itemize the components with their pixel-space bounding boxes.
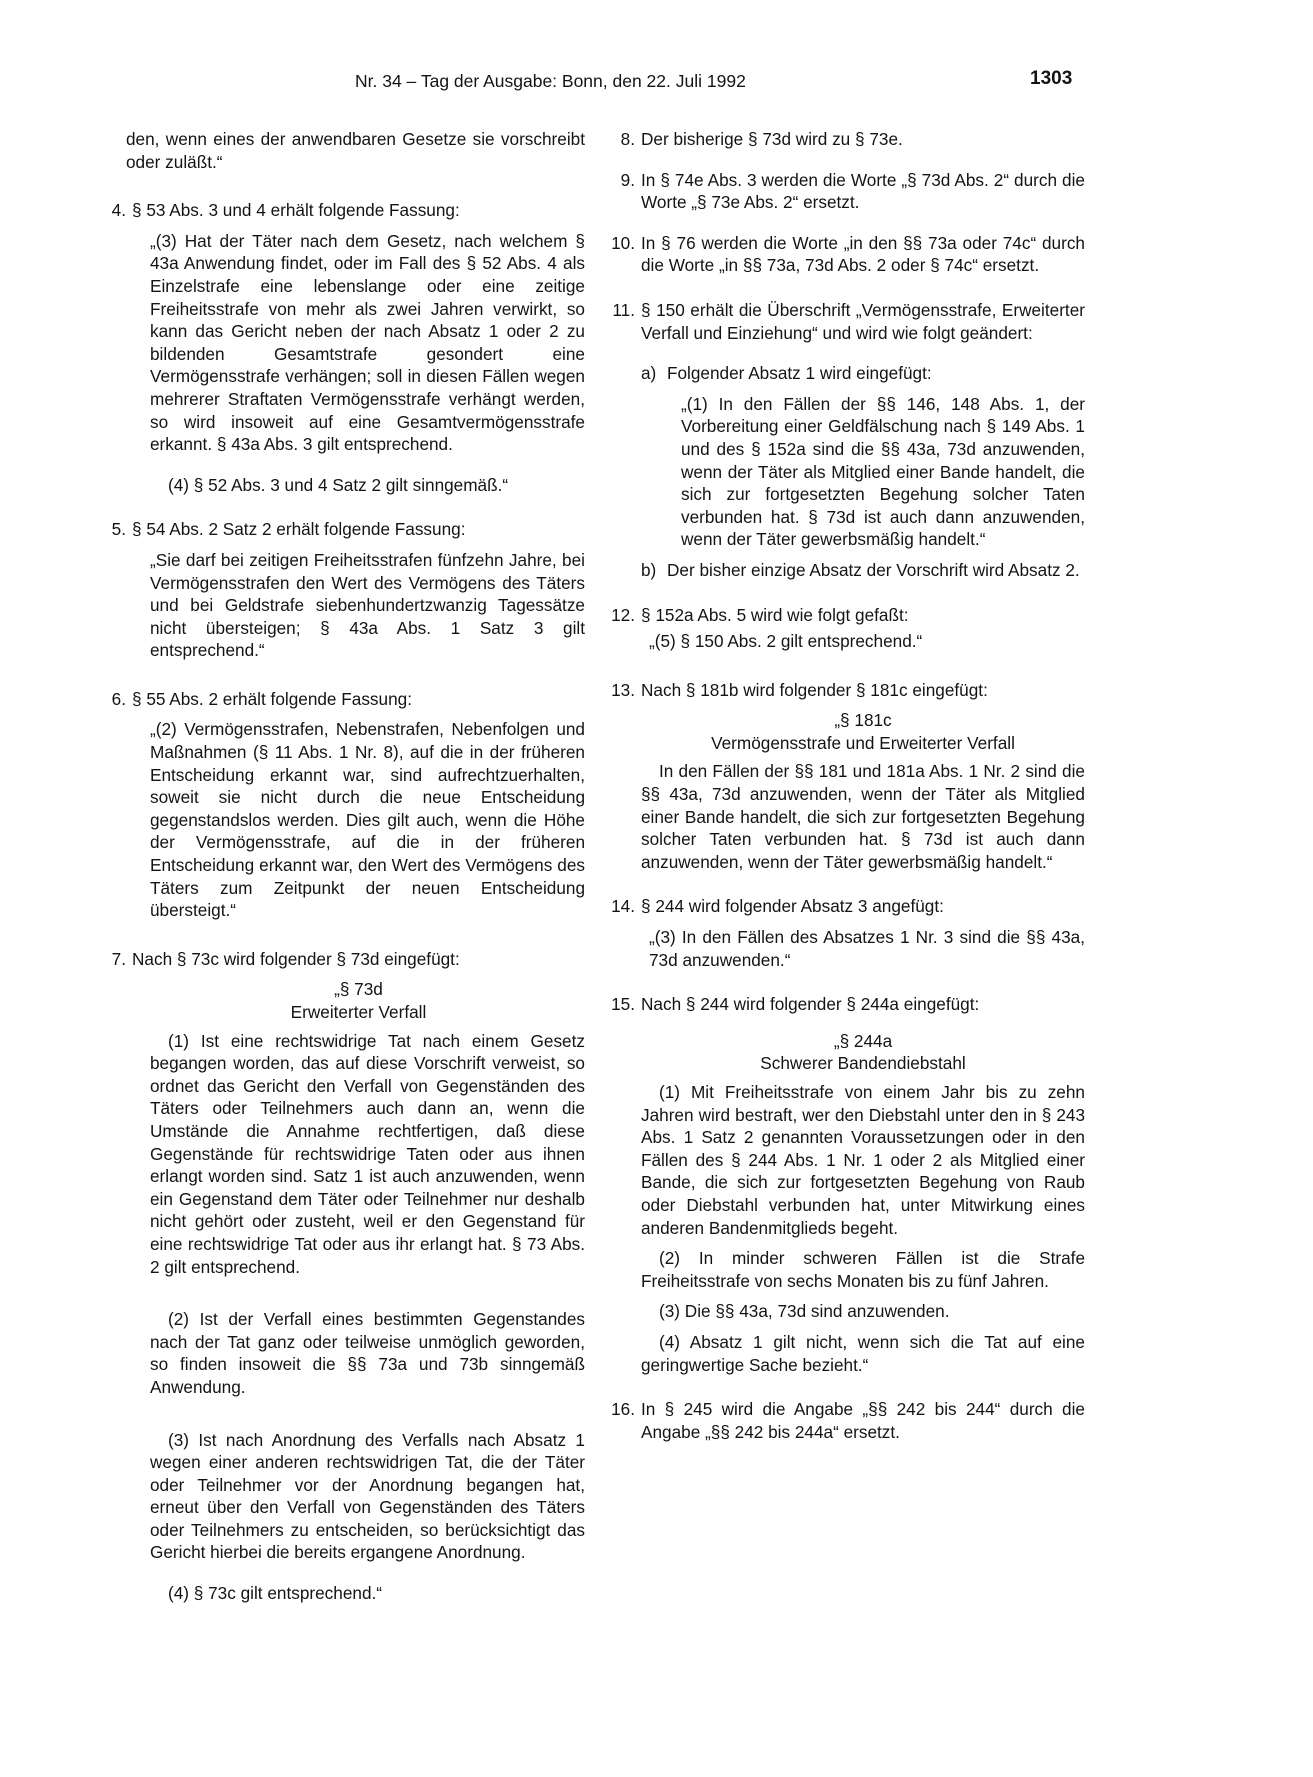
item-number: 5.: [111, 519, 126, 540]
item-text: Nach § 244 wird folgender § 244a eingefügt:: [641, 994, 980, 1015]
item-title: Nach § 73c wird folgender § 73d eingefügt:: [132, 948, 460, 969]
list-item-9: [605, 169, 1085, 214]
sub-item-text: Der bisher einzige Absatz der Vorschrift wird Absatz 2.: [667, 559, 1080, 580]
section-heading: Erweiterter Verfall: [290, 1002, 427, 1022]
list-item-4: [100, 199, 585, 496]
right-column: [605, 128, 1085, 1443]
item-number: 15.: [611, 994, 635, 1015]
list-item-8: [605, 128, 1085, 151]
paragraph: (1) Mit Freiheitsstrafe von einem Jahr bis zu zehn Jahren wird bestraft, wer den Diebstahl unter den in § 243 Abs. 1 Satz 2 genannten Voraussetzungen oder in den Fällen des § 244 Abs. 1 Nr. 1 oder 2 als Mitglied einer Bande, die sich zur fortgesetzten Begehung von Raub oder Diebstahl verbunden hat, unter Mitwirkung eines anderen Bandenmitglieds begeht.: [641, 1082, 1085, 1238]
paragraph: (4) § 73c gilt entsprechend.“: [168, 1583, 383, 1604]
section-number: „§ 244a: [833, 1030, 893, 1051]
paragraph: (3) Ist nach Anordnung des Verfalls nach Absatz 1 wegen einer anderen rechtswidrigen Tat, die der Täter oder Teilnehmer vor der Anordnung begangen hat, erneut über den Verfall von Gegenständen des Täters oder Teilnehmers zu entscheiden, so berücksichtigt das Gericht hierbei die bereits ergangene Anordnung.: [150, 1429, 585, 1563]
paragraph: „(5) § 150 Abs. 2 gilt entsprechend.“: [649, 631, 923, 652]
item-number: 16.: [611, 1399, 635, 1420]
list-item-12: [605, 604, 1085, 653]
section-number: „§ 73d: [334, 979, 383, 1000]
item-text: Nach § 181b wird folgender § 181c eingefügt:: [641, 679, 988, 700]
intro-text: den, wenn eines der anwendbaren Gesetze sie vorschreibt oder zuläßt.“: [126, 129, 585, 172]
item-title: § 54 Abs. 2 Satz 2 erhält folgende Fassung:: [132, 519, 466, 540]
item-number: 11.: [612, 299, 635, 320]
sub-item-label: b): [641, 559, 657, 580]
list-item-10: [605, 232, 1085, 277]
item-text: § 244 wird folgender Absatz 3 angefügt:: [641, 896, 944, 917]
item-number: 7.: [111, 948, 126, 969]
header-text: Nr. 34 – Tag der Ausgabe: Bonn, den 22. Juli 1992: [355, 71, 746, 91]
item-number: 9.: [620, 169, 635, 190]
left-column: [100, 128, 585, 1605]
paragraph: (4) Absatz 1 gilt nicht, wenn sich die Tat auf eine geringwertige Sache bezieht.“: [641, 1331, 1085, 1375]
list-item-13: [605, 679, 1085, 874]
sub-item-a: [641, 362, 1085, 551]
list-item-6: [100, 688, 585, 922]
list-item-5: [100, 518, 585, 662]
item-text: In § 245 wird die Angabe „§§ 242 bis 244“ durch die Angabe „§§ 242 bis 244a“ ersetzt.: [641, 1399, 1085, 1442]
list-item-14: [605, 895, 1085, 971]
section-number: „§ 181c: [834, 710, 892, 731]
paragraph: „(2) Vermögensstrafen, Nebenstrafen, Nebenfolgen und Maßnahmen (§ 11 Abs. 1 Nr. 8), auf die in der früheren Entscheidung erkannt war, sind aufrechtzuerhalten, soweit sie nicht durch die neue Entscheidung gegenstandslos werden. Dies gilt auch, wenn die Höhe der Vermögensstrafe, auf die in der früheren Entscheidung erkannt war, den Wert des Vermögens des Täters zum Zeitpunkt der neuen Entscheidung übersteigt.“: [150, 719, 585, 921]
paragraph: (2) In minder schweren Fällen ist die Strafe Freiheitsstrafe von sechs Monaten bis zu fünf Jahren.: [641, 1248, 1085, 1291]
item-text: § 152a Abs. 5 wird wie folgt gefaßt:: [641, 604, 909, 625]
item-number: 13.: [611, 679, 635, 700]
item-number: 12.: [611, 604, 635, 625]
item-title: § 55 Abs. 2 erhält folgende Fassung:: [132, 688, 412, 709]
paragraph: (3) Die §§ 43a, 73d sind anzuwenden.: [659, 1301, 950, 1322]
page-number: 1303: [1030, 68, 1073, 89]
section-heading: Vermögensstrafe und Erweiterter Verfall: [711, 732, 1015, 753]
item-text: Der bisherige § 73d wird zu § 73e.: [641, 129, 903, 149]
item-number: 6.: [111, 688, 126, 709]
paragraph: In den Fällen der §§ 181 und 181a Abs. 1 Nr. 2 sind die §§ 43a, 73d anzuwenden, wenn der Täter als Mitglied einer Bande handelt, die sich zur fortgesetzten Begehung solcher Taten verbunden hat. § 73d ist auch dann anzuwenden, wenn der Täter gewerbsmäßig handelt.“: [641, 761, 1085, 872]
sub-item-b: [641, 559, 1085, 582]
paragraph: „(1) In den Fällen der §§ 146, 148 Abs. 1, der Vorbereitung einer Geldfälschung nach § 149 Abs. 1 und des § 152a sind die §§ 43a, 73d anzuwenden, wenn der Täter als Mitglied einer Bande handelt, die sich zur fortgesetzten Begehung solcher Taten verbunden hat. § 73d ist auch dann anzuwenden, wenn der Täter gewerbsmäßig handelt.“: [681, 393, 1085, 550]
item-number: 8.: [620, 129, 635, 149]
item-number: 10.: [611, 232, 635, 253]
item-number: 4.: [111, 200, 126, 221]
item-text: In § 74e Abs. 3 werden die Worte „§ 73d Abs. 2“ durch die Worte „§ 73e Abs. 2“ ersetzt.: [641, 169, 1085, 213]
paragraph: (1) Ist eine rechtswidrige Tat nach einem Gesetz begangen worden, das auf diese Vorschrift verweist, so ordnet das Gericht den Verfall von Gegenständen des Täters oder Teilnehmers auch dann an, wenn die Umstände die Annahme rechtfertigen, daß diese Gegenstände für rechtswidrige Taten oder aus ihnen erlangt worden sind. Satz 1 ist auch anzuwenden, wenn ein Gegenstand dem Täter oder Teilnehmer nur deshalb nicht gehört oder zusteht, weil er den Gegenstand für eine rechtswidrige Tat oder aus ihr erlangt hat. § 73 Abs. 2 gilt entsprechend.: [150, 1030, 585, 1277]
sub-item-text: Folgender Absatz 1 wird eingefügt:: [667, 363, 932, 384]
sub-item-label: a): [641, 363, 657, 384]
item-text: In § 76 werden die Worte „in den §§ 73a oder 74c“ durch die Worte „in §§ 73a, 73d Abs. 2 oder § 74c“ ersetzt.: [641, 232, 1085, 276]
item-number: 14.: [611, 896, 635, 917]
paragraph: „(3) Hat der Täter nach dem Gesetz, nach welchem § 43a Anwendung findet, oder im Fall des § 52 Abs. 4 als Einzelstrafe eine lebenslange oder eine zeitige Freiheitsstrafe von mehr als zwei Jahren verwirkt, so kann das Gericht neben der nach Absatz 1 oder 2 zu bildenden Gesamtstrafe gesondert eine Vermögensstrafe verhängen; soll in diesen Fällen wegen mehrerer Straftaten Vermögensstrafe verhängt werden, so wird insoweit auf eine Gesamtvermögensstrafe erkannt. § 43a Abs. 3 gilt entsprechend.: [150, 230, 585, 455]
list-item-16: [605, 1398, 1085, 1443]
section-heading: Schwerer Bandendiebstahl: [760, 1053, 966, 1074]
paragraph: „Sie darf bei zeitigen Freiheitsstrafen fünfzehn Jahre, bei Vermögensstrafen den Wert des Vermögens des Täters und bei Geldstrafe siebenhundertzwanzig Tagessätze nicht übersteigen; § 43a Abs. 1 Satz 3 gilt entsprechend.“: [150, 549, 585, 661]
paragraph: „(3) In den Fällen des Absatzes 1 Nr. 3 sind die §§ 43a, 73d anzuwenden.“: [649, 927, 1085, 970]
paragraph: (4) § 52 Abs. 3 und 4 Satz 2 gilt sinngemäß.“: [168, 474, 509, 495]
list-item-7: [100, 948, 585, 1605]
list-item-11: [605, 299, 1085, 582]
paragraph: (2) Ist der Verfall eines bestimmten Gegenstandes nach der Tat ganz oder teilweise unmöglich geworden, so finden insoweit die §§ 73a und 73b sinngemäß Anwendung.: [150, 1309, 585, 1397]
item-title: § 53 Abs. 3 und 4 erhält folgende Fassung:: [132, 200, 460, 221]
list-item-15: [605, 993, 1085, 1376]
page-header: [0, 70, 1313, 100]
item-text: § 150 erhält die Überschrift „Vermögensstrafe, Erweiterter Verfall und Einziehung“ und wird wie folgt geändert:: [641, 299, 1085, 343]
